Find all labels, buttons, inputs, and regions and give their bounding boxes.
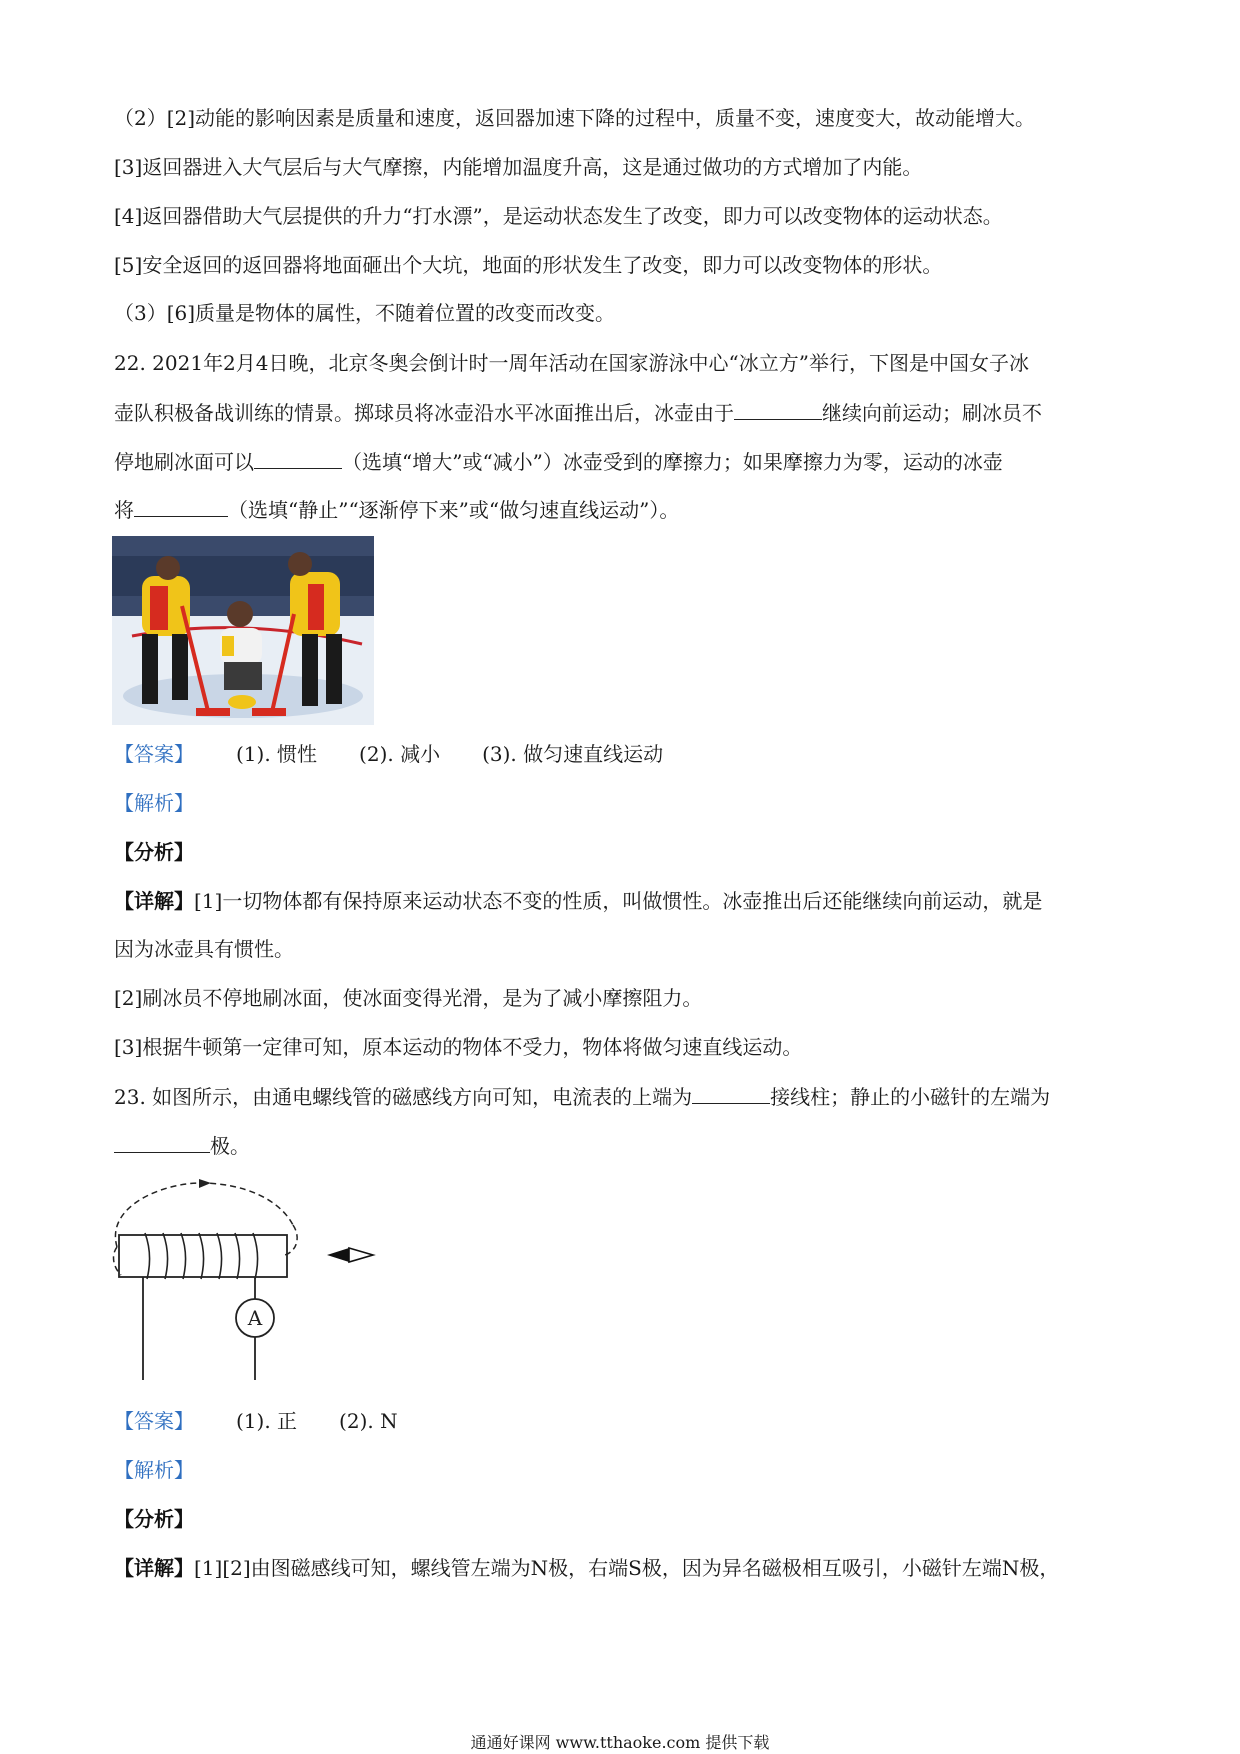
answer-1: (1). 正: [236, 1409, 298, 1433]
q22-text: 停地刷冰面可以: [114, 450, 254, 474]
analysis-tag: 【解析】: [114, 1458, 194, 1482]
page-footer: 通通好课网 www.tthaoke.com 提供下载: [470, 1733, 770, 1752]
answer-tag: 【答案】: [114, 742, 194, 766]
answer-2: (2). N: [339, 1409, 398, 1433]
q22-detail-line2: [2]刷冰员不停地刷冰面，使冰面变得光滑，是为了减小摩擦阻力。: [114, 986, 703, 1010]
paragraph-3: [3]返回器进入大气层后与大气摩擦，内能增加温度升高，这是通过做功的方式增加了内能。: [114, 155, 923, 179]
paragraph-6: （3）[6]质量是物体的属性，不随着位置的改变而改变。: [114, 301, 616, 325]
solenoid-diagram: [105, 1175, 405, 1380]
detail-text: [1]一切物体都有保持原来运动状态不变的性质，叫做惯性。冰壶推出后还能继续向前运动，就是: [194, 889, 1043, 913]
compass-needle-icon: [327, 1248, 373, 1262]
q22-detail-line1b: 因为冰壶具有惯性。: [114, 937, 294, 961]
q22-text: （选填“增大”或“减小”）冰壶受到的摩擦力；如果摩擦力为零，运动的冰壶: [342, 450, 1003, 474]
answer-blank: [734, 397, 822, 420]
q23-stem-line1: [114, 1081, 1134, 1112]
q23-stem-line2: [114, 1130, 1134, 1161]
fenxi-tag: 【分析】: [114, 840, 194, 864]
answer-blank: [114, 1130, 210, 1153]
curling-photo: [112, 536, 374, 725]
q22-text: （选填“静止”“逐渐停下来”或“做匀速直线运动”）。: [228, 498, 680, 522]
q23-text: 23. 如图所示，由通电螺线管的磁感线方向可知，电流表的上端为: [114, 1085, 693, 1109]
ammeter-label: A: [247, 1306, 263, 1330]
q23-answer-line: [114, 1406, 1134, 1436]
q22-stem-line1: 22. 2021年2月4日晚，北京冬奥会倒计时一周年活动在国家游泳中心“冰立方”举行，下图是中国女子冰: [114, 351, 1029, 375]
answer-blank: [254, 446, 342, 469]
q22-text: 将: [114, 498, 134, 522]
detail-text: [1][2]由图磁感线可知，螺线管左端为N极，右端S极，因为异名磁极相互吸引，小磁针左端N极，: [194, 1556, 1060, 1580]
answer-tag: 【答案】: [114, 1409, 194, 1433]
q22-text: 继续向前运动；刷冰员不: [822, 401, 1042, 425]
q22-fenxi-tag: [114, 837, 1134, 867]
paragraph-2: （2）[2]动能的影响因素是质量和速度，返回器加速下降的过程中，质量不变，速度变大，故动能增大。: [114, 106, 1036, 130]
detail-tag: 【详解】: [114, 889, 194, 913]
answer-blank: [134, 494, 228, 517]
q22-text: 壶队积极备战训练的情景。掷球员将冰壶沿水平冰面推出后，冰壶由于: [114, 401, 734, 425]
fenxi-tag: 【分析】: [114, 1507, 194, 1531]
q23-fenxi-tag: [114, 1504, 1134, 1534]
q22-stem-line4: [114, 494, 1134, 525]
detail-tag: 【详解】: [114, 1556, 194, 1580]
q23-text: 极。: [210, 1134, 250, 1158]
q22-detail-line3: [3]根据牛顿第一定律可知，原本运动的物体不受力，物体将做匀速直线运动。: [114, 1035, 803, 1059]
q22-analysis-tag: [114, 788, 1134, 818]
paragraph-5: [5]安全返回的返回器将地面砸出个大坑，地面的形状发生了改变，即力可以改变物体的形状。: [114, 253, 943, 277]
q23-analysis-tag: [114, 1455, 1134, 1485]
answer-1: (1). 惯性: [236, 742, 318, 766]
q22-answer-line: [114, 739, 1134, 769]
answer-2: (2). 减小: [359, 742, 441, 766]
q22-detail-line1: [114, 886, 1134, 916]
answer-3: (3). 做匀速直线运动: [482, 742, 664, 766]
answer-blank: [692, 1081, 770, 1104]
q23-text: 接线柱；静止的小磁针的左端为: [770, 1085, 1051, 1109]
q22-stem-line2: [114, 397, 1134, 428]
analysis-tag: 【解析】: [114, 791, 194, 815]
q22-stem-line3: [114, 446, 1134, 477]
q23-detail-line1: [114, 1553, 1134, 1583]
paragraph-4: [4]返回器借助大气层提供的升力“打水漂”，是运动状态发生了改变，即力可以改变物体的运动状态。: [114, 204, 1003, 228]
